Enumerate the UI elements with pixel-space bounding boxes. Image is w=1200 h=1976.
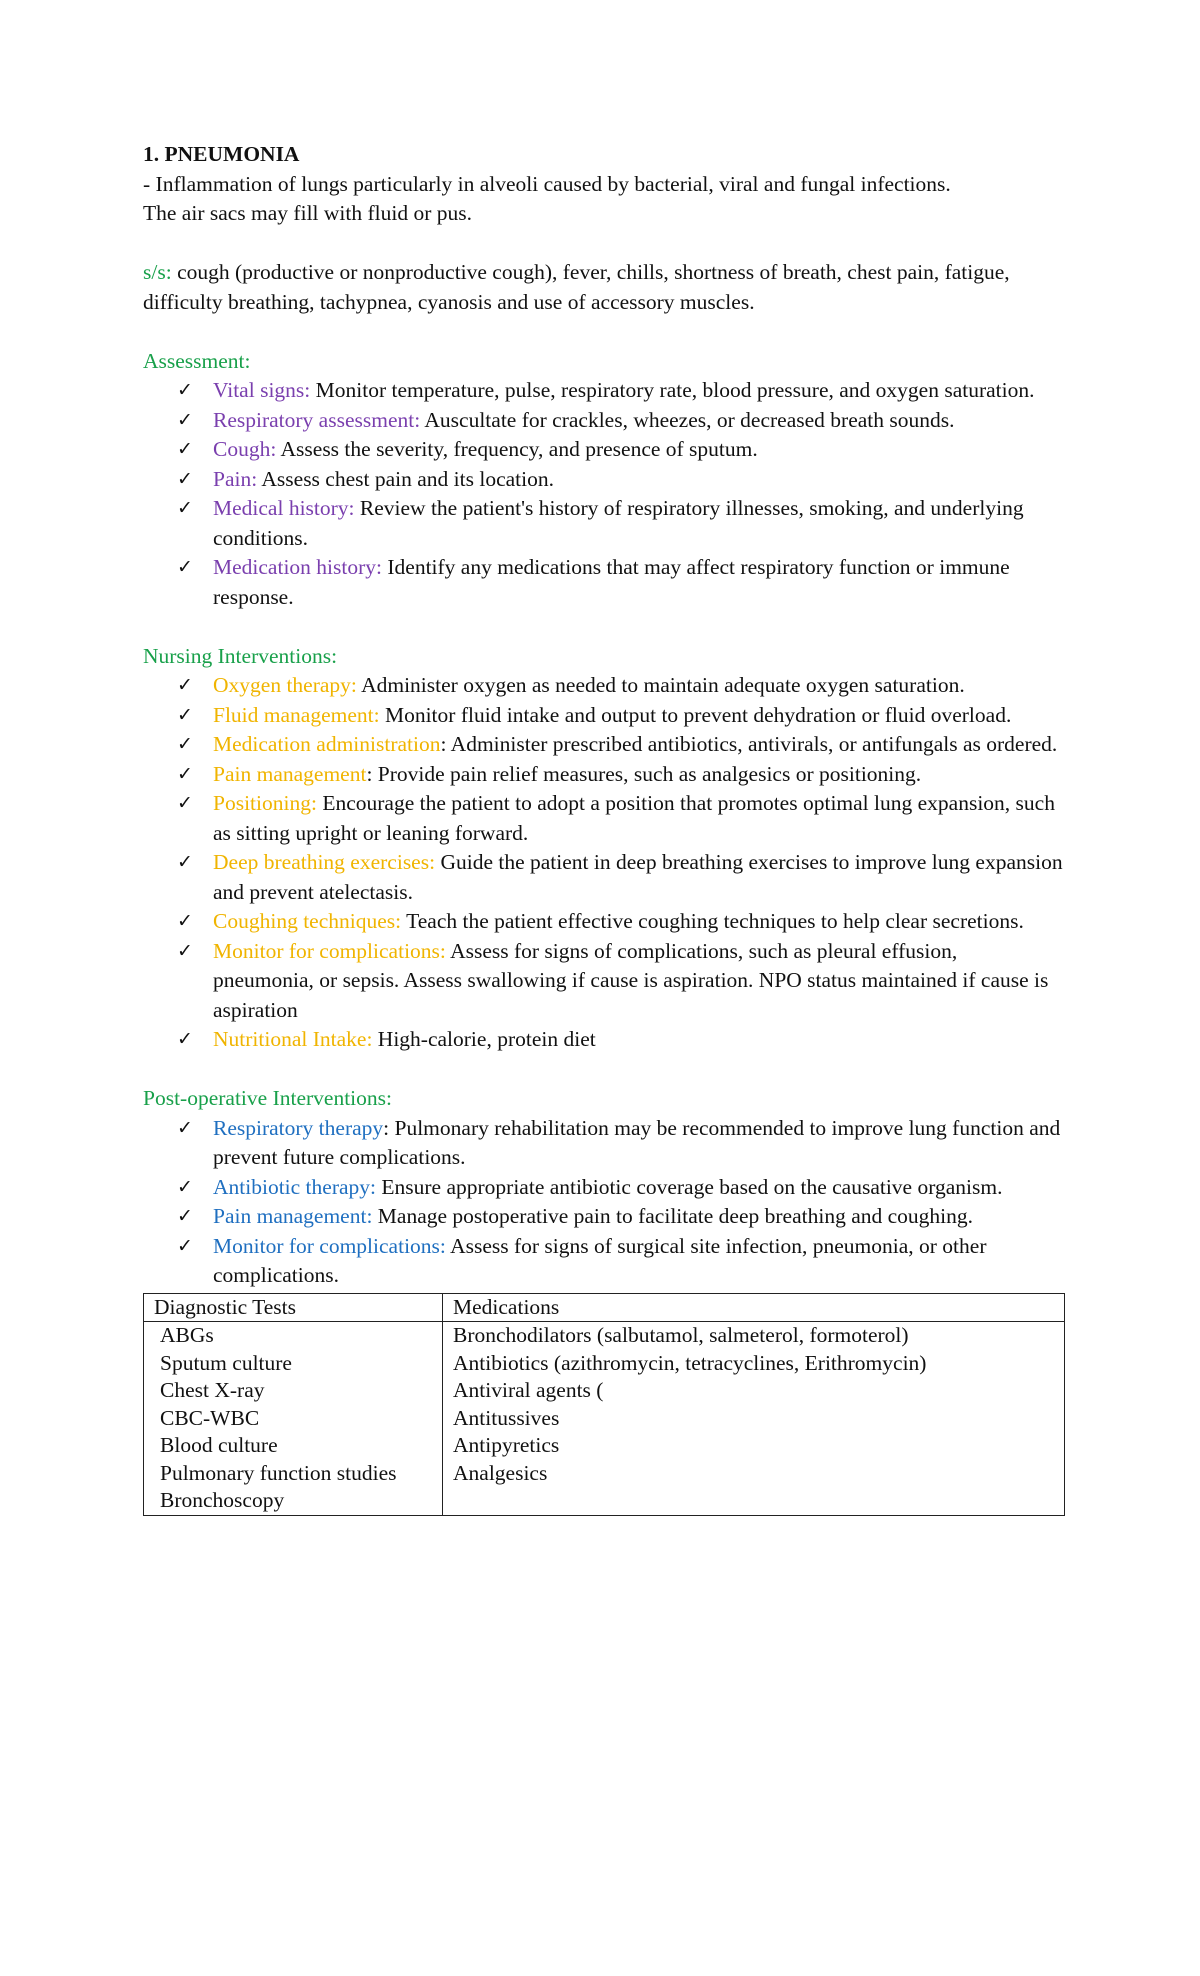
document-page <box>143 140 1063 1516</box>
list-item <box>143 553 1063 612</box>
item-text: Teach the patient effective coughing techniques to help clear secretions. <box>401 909 1024 933</box>
checkmark-icon: ✓ <box>177 939 193 962</box>
item-label: Medical history: <box>213 496 355 520</box>
item-label: Medication administration <box>213 732 441 756</box>
checkmark-icon: ✓ <box>177 1028 193 1050</box>
table-header-row <box>144 1293 1065 1322</box>
checkmark-icon: ✓ <box>177 733 193 755</box>
checkmark-icon: ✓ <box>177 379 193 401</box>
list-item <box>143 494 1063 553</box>
item-label: Pain management: <box>213 1204 373 1228</box>
checkmark-icon: ✓ <box>177 762 193 785</box>
checkmark-icon: ✓ <box>177 497 193 519</box>
list-item <box>143 937 1063 1026</box>
list-item <box>143 376 1063 406</box>
item-label: Respiratory therapy <box>213 1115 384 1140</box>
item-text: Assess the severity, frequency, and presence of sputum. <box>276 437 758 461</box>
item-label: Fluid management: <box>213 702 380 727</box>
item-text: High-calorie, protein diet <box>372 1027 596 1051</box>
list-item <box>143 701 1063 731</box>
item-text: Identify any medications that may affect respiratory function or immune response. <box>213 555 1010 609</box>
signs-symptoms <box>143 258 1063 317</box>
list-item <box>143 730 1063 760</box>
diagnostic-test: ABGs <box>160 1323 214 1347</box>
item-label: Respiratory assessment: <box>213 407 421 432</box>
checkmark-icon: ✓ <box>177 792 193 814</box>
checkmark-icon: ✓ <box>177 408 193 431</box>
item-label: Pain: <box>213 466 258 491</box>
medication: Antipyretics <box>453 1433 560 1457</box>
item-label: Deep breathing exercises: <box>213 850 436 874</box>
item-text: Administer oxygen as needed to maintain adequate oxygen saturation. <box>356 673 965 697</box>
list-item <box>143 1114 1063 1173</box>
medication: Analgesics <box>453 1460 548 1485</box>
item-text: : Pulmonary rehabilitation may be recommended to improve lung function and prevent future complications. <box>213 1115 1061 1169</box>
checkmark-icon: ✓ <box>177 851 193 873</box>
signs-symptoms-label: s/s: <box>143 260 172 284</box>
signs-symptoms-text: cough (productive or nonproductive cough), fever, chills, shortness of breath, chest pain, fatigue, difficulty breathing, tachypnea, cyanosis and use of accessory muscles. <box>143 260 1010 314</box>
item-text: Ensure appropriate antibiotic coverage based on the causative organism. <box>376 1174 1003 1199</box>
item-text: Assess for signs of surgical site infection, pneumonia, or other complications. <box>213 1233 987 1287</box>
page-title: 1. PNEUMONIA <box>143 142 300 166</box>
checkmark-icon: ✓ <box>177 1175 193 1198</box>
diagnostic-tests-cell <box>144 1322 443 1516</box>
medication: Bronchodilators (salbutamol, salmeterol, formoterol) <box>453 1323 909 1347</box>
list-item <box>143 907 1063 937</box>
diagnostic-test: Blood culture <box>160 1433 278 1457</box>
checkmark-icon: ✓ <box>177 1205 193 1227</box>
diagnostics-medications-table <box>143 1293 1065 1516</box>
header-medications: Medications <box>443 1293 1065 1322</box>
checkmark-icon: ✓ <box>177 467 193 490</box>
checkmark-icon: ✓ <box>177 910 193 932</box>
item-label: Antibiotic therapy: <box>213 1174 377 1199</box>
item-text: : Administer prescribed antibiotics, antivirals, or antifungals as ordered. <box>440 732 1058 756</box>
list-item <box>143 406 1063 436</box>
diagnostic-test: Pulmonary function studies <box>160 1460 397 1485</box>
list-item <box>143 435 1063 465</box>
item-label: Oxygen therapy: <box>213 673 357 697</box>
item-label: Pain management <box>213 761 367 786</box>
checkmark-icon: ✓ <box>177 438 193 460</box>
item-label: Nutritional Intake: <box>213 1027 373 1051</box>
diagnostic-test: CBC-WBC <box>160 1405 260 1430</box>
definition-line-2: The air sacs may fill with fluid or pus. <box>143 201 472 225</box>
checkmark-icon: ✓ <box>177 1116 193 1139</box>
medications-cell <box>443 1322 1065 1516</box>
list-item <box>143 465 1063 495</box>
item-label: Positioning: <box>213 791 317 815</box>
table-row <box>144 1322 1065 1516</box>
item-text: Auscultate for crackles, wheezes, or decreased breath sounds. <box>420 407 955 432</box>
checkmark-icon: ✓ <box>177 674 193 696</box>
item-text: : Provide pain relief measures, such as analgesics or positioning. <box>366 761 922 786</box>
checkmark-icon: ✓ <box>177 556 193 578</box>
postop-list <box>143 1114 1063 1291</box>
item-text: Review the patient's history of respiratory illnesses, smoking, and underlying conditions. <box>213 496 1024 550</box>
item-label: Coughing techniques: <box>213 909 402 933</box>
diagnostic-test: Sputum culture <box>160 1350 292 1375</box>
nursing-heading: Nursing Interventions: <box>143 643 338 668</box>
header-diagnostic-tests: Diagnostic Tests <box>144 1293 443 1322</box>
assessment-heading: Assessment: <box>143 348 251 373</box>
item-label: Medication history: <box>213 555 382 579</box>
item-label: Vital signs: <box>213 378 311 402</box>
item-label: Cough: <box>213 437 277 461</box>
list-item <box>143 1025 1063 1055</box>
nursing-list <box>143 671 1063 1055</box>
item-text: Encourage the patient to adopt a position that promotes optimal lung expansion, such as sitting upright or leaning forward. <box>213 791 1055 845</box>
list-item <box>143 1202 1063 1232</box>
list-item <box>143 671 1063 701</box>
item-text: Guide the patient in deep breathing exercises to improve lung expansion and prevent atelectasis. <box>213 850 1063 904</box>
postop-heading: Post-operative Interventions: <box>143 1086 392 1110</box>
list-item <box>143 848 1063 907</box>
item-text: Assess chest pain and its location. <box>257 466 554 491</box>
item-label: Monitor for complications: <box>213 1233 446 1258</box>
checkmark-icon: ✓ <box>177 1234 193 1257</box>
medication: Antitussives <box>453 1405 560 1430</box>
medication: Antibiotics (azithromycin, tetracyclines, Erithromycin) <box>453 1350 927 1375</box>
item-text: Monitor temperature, pulse, respiratory rate, blood pressure, and oxygen saturation. <box>310 378 1035 402</box>
list-item <box>143 760 1063 790</box>
item-text: Assess for signs of complications, such as pleural effusion, pneumonia, or sepsis. Assess swallowing if cause is aspiration. NPO status maintained if cause is aspiration <box>213 938 1049 1022</box>
list-item <box>143 1232 1063 1291</box>
assessment-list <box>143 376 1063 612</box>
list-item <box>143 789 1063 848</box>
diagnostic-test: Chest X-ray <box>160 1378 265 1402</box>
checkmark-icon: ✓ <box>177 703 193 726</box>
item-text: Manage postoperative pain to facilitate deep breathing and coughing. <box>372 1204 974 1228</box>
medication: Antiviral agents ( <box>453 1378 604 1402</box>
item-label: Monitor for complications: <box>213 938 446 963</box>
item-text: Monitor fluid intake and output to prevent dehydration or fluid overload. <box>379 702 1012 727</box>
diagnostic-test: Bronchoscopy <box>160 1488 285 1512</box>
definition-line-1: - Inflammation of lungs particularly in alveoli caused by bacterial, viral and fungal infections. <box>143 171 951 196</box>
list-item <box>143 1173 1063 1203</box>
